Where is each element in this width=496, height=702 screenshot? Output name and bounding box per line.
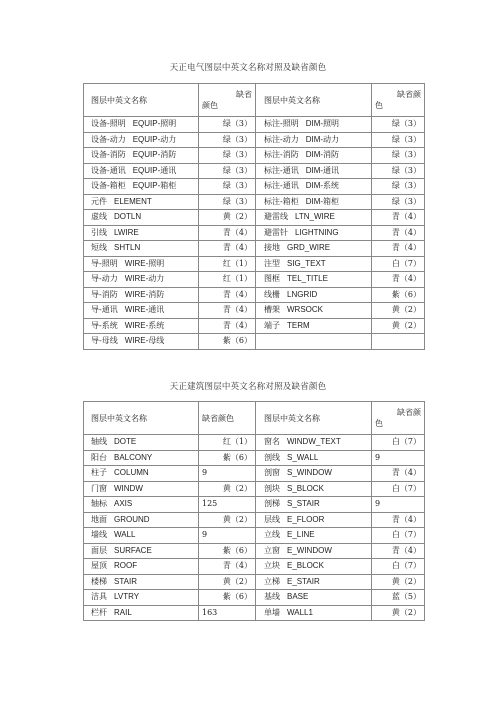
layer-name-cell-2-en: TEL_TITLE xyxy=(287,274,328,284)
layer-name-cell-2-cn: 层线 xyxy=(264,514,280,524)
layer-name-cell xyxy=(84,287,199,303)
layer-name-cell-2 xyxy=(256,241,372,257)
layer-name-cell-cn: 轴标 xyxy=(91,499,107,509)
layer-name-cell xyxy=(84,528,199,544)
layer-name-cell-2 xyxy=(256,334,372,350)
layer-name-cell xyxy=(84,481,199,497)
layer-name-cell-2 xyxy=(256,287,372,303)
layer-name-cell-2-en: E_WINDOW xyxy=(287,545,332,555)
header-layer-name-2: 图层中英文名称 xyxy=(256,402,372,435)
layer-name-cell-cn: 面层 xyxy=(91,545,107,555)
electrical-table-title: 天正电气图层中英文名称对照及缺省颜色 xyxy=(169,63,327,73)
layer-name-cell-2-cn: 剖梯 xyxy=(264,499,280,509)
layer-color-cell-2: 白（7） xyxy=(372,435,425,451)
layer-name-cell-2-cn: 剖线 xyxy=(264,452,280,462)
layer-name-cell-2-cn: 线栅 xyxy=(264,289,280,299)
layer-name-cell-cn: 设备-照明 xyxy=(91,119,126,129)
table-header-row xyxy=(84,402,425,435)
layer-name-cell xyxy=(84,210,199,226)
layer-name-cell xyxy=(84,194,199,210)
layer-name-cell-en: SHTLN xyxy=(114,243,141,253)
layer-name-cell-en: EQUIP-照明 xyxy=(132,119,177,129)
table-row xyxy=(84,287,425,303)
layer-name-cell-cn: 设备-通讯 xyxy=(91,165,126,175)
layer-name-cell-2-en: S_BLOCK xyxy=(287,483,324,493)
table-row xyxy=(84,334,425,350)
layer-name-cell-2-en: LNGRID xyxy=(287,289,318,299)
layer-name-cell-2 xyxy=(256,117,372,133)
layer-name-cell-cn: 导-通讯 xyxy=(91,305,118,315)
layer-name-cell xyxy=(84,132,199,148)
layer-name-cell-2 xyxy=(256,450,372,466)
header-default-color-2 xyxy=(372,402,425,435)
layer-color-cell: 青（4） xyxy=(199,241,256,257)
layer-name-cell-en: WALL xyxy=(114,530,136,540)
layer-color-cell: 红（1） xyxy=(199,256,256,272)
header-default-color-2 xyxy=(372,84,425,117)
layer-name-cell xyxy=(84,256,199,272)
table-row xyxy=(84,272,425,288)
layer-name-cell xyxy=(84,466,199,482)
layer-name-cell-2 xyxy=(256,210,372,226)
layer-name-cell xyxy=(84,241,199,257)
table-row xyxy=(84,559,425,575)
architecture-layer-table xyxy=(83,401,425,621)
layer-name-cell-en: LWIRE xyxy=(114,227,139,237)
header-default-color-bottom: 颜色 xyxy=(202,101,218,110)
layer-color-cell-2: 青（4） xyxy=(372,272,425,288)
layer-color-cell: 黄（2） xyxy=(199,574,256,590)
layer-name-cell-en: WIRE-动力 xyxy=(124,274,165,284)
layer-color-cell-2: 白（7） xyxy=(372,528,425,544)
table-row xyxy=(84,574,425,590)
layer-name-cell-en: DOTLN xyxy=(114,212,142,222)
layer-name-cell xyxy=(84,225,199,241)
layer-color-cell-2 xyxy=(372,334,425,350)
layer-name-cell-2 xyxy=(256,497,372,513)
table-row xyxy=(84,543,425,559)
layer-name-cell-cn: 柱子 xyxy=(91,468,107,478)
layer-name-cell-2-cn: 注型 xyxy=(264,258,280,268)
layer-name-cell-2-en: S_WINDOW xyxy=(287,468,332,478)
layer-color-cell: 紫（6） xyxy=(199,334,256,350)
layer-color-cell: 绿（3） xyxy=(199,163,256,179)
layer-color-cell: 9 xyxy=(199,528,256,544)
layer-name-cell-cn: 短线 xyxy=(91,243,107,253)
layer-color-cell-2: 绿（3） xyxy=(372,179,425,195)
layer-name-cell-en: STAIR xyxy=(114,576,137,586)
layer-name-cell xyxy=(84,117,199,133)
layer-name-cell xyxy=(84,163,199,179)
layer-name-cell-2 xyxy=(256,272,372,288)
layer-name-cell-2-en: E_STAIR xyxy=(287,576,320,586)
layer-color-cell: 紫（6） xyxy=(199,543,256,559)
layer-name-cell-2-en: BASE xyxy=(287,592,309,602)
layer-name-cell-cn: 虚线 xyxy=(91,212,107,222)
layer-color-cell-2: 黄（2） xyxy=(372,574,425,590)
layer-name-cell-cn: 导-消防 xyxy=(91,289,118,299)
layer-name-cell xyxy=(84,272,199,288)
layer-name-cell-cn: 导-动力 xyxy=(91,274,118,284)
table-row xyxy=(84,303,425,319)
layer-name-cell-2 xyxy=(256,435,372,451)
layer-name-cell-en: EQUIP-动力 xyxy=(132,134,177,144)
layer-name-cell-en: WIRE-系统 xyxy=(124,320,165,330)
layer-name-cell-en: GROUND xyxy=(114,514,150,524)
header-default-color-2-top: 缺省颜 xyxy=(397,90,421,99)
layer-name-cell-en: ELEMENT xyxy=(114,196,152,206)
table-row xyxy=(84,241,425,257)
layer-name-cell xyxy=(84,559,199,575)
table-row xyxy=(84,179,425,195)
layer-name-cell xyxy=(84,605,199,621)
layer-color-cell-2: 白（7） xyxy=(372,256,425,272)
table-row xyxy=(84,605,425,621)
layer-name-cell-cn: 设备-动力 xyxy=(91,134,126,144)
layer-name-cell-cn: 元件 xyxy=(91,196,107,206)
layer-name-cell-2 xyxy=(256,512,372,528)
layer-color-cell: 青（4） xyxy=(199,318,256,334)
layer-name-cell-2-en: DIM-系统 xyxy=(305,181,340,191)
layer-name-cell-2 xyxy=(256,194,372,210)
table-row xyxy=(84,590,425,606)
layer-name-cell-2 xyxy=(256,148,372,164)
layer-name-cell-2 xyxy=(256,543,372,559)
layer-name-cell-2 xyxy=(256,590,372,606)
layer-name-cell-2-en: TERM xyxy=(287,320,310,330)
layer-color-cell: 黄（2） xyxy=(199,210,256,226)
layer-name-cell-en: EQUIP-通讯 xyxy=(132,165,177,175)
layer-name-cell-2-en: E_FLOOR xyxy=(287,514,325,524)
layer-name-cell-2-cn: 标注-通讯 xyxy=(264,181,299,191)
layer-name-cell-2-en: E_BLOCK xyxy=(287,561,324,571)
layer-name-cell-2-cn: 避雷针 xyxy=(264,227,288,237)
layer-name-cell-en: WIRE-消防 xyxy=(124,289,165,299)
layer-color-cell-2: 青（4） xyxy=(372,225,425,241)
layer-color-cell-2: 青（4） xyxy=(372,543,425,559)
table-row xyxy=(84,481,425,497)
layer-name-cell-2-cn: 基线 xyxy=(264,592,280,602)
layer-name-cell-2-cn: 剖块 xyxy=(264,483,280,493)
layer-color-cell: 绿（3） xyxy=(199,148,256,164)
layer-name-cell-2-cn: 避雷线 xyxy=(264,212,288,222)
layer-name-cell-2-cn: 端子 xyxy=(264,320,280,330)
layer-name-cell-cn: 洁具 xyxy=(91,592,107,602)
layer-name-cell-2-cn: 槽架 xyxy=(264,305,280,315)
layer-name-cell-2 xyxy=(256,559,372,575)
layer-name-cell-cn: 设备-箱柜 xyxy=(91,181,126,191)
layer-color-cell-2: 黄（2） xyxy=(372,605,425,621)
layer-name-cell-en: LVTRY xyxy=(114,592,140,602)
layer-name-cell-2-en: DIM-照明 xyxy=(305,119,340,129)
layer-name-cell-2-en: WALL1 xyxy=(287,607,313,617)
layer-color-cell-2: 绿（3） xyxy=(372,163,425,179)
header-default-color: 缺省颜色 xyxy=(199,402,256,435)
layer-name-cell-2-cn: 标注-消防 xyxy=(264,150,299,160)
layer-name-cell-2-en: LTN_WIRE xyxy=(295,212,335,222)
layer-color-cell: 绿（3） xyxy=(199,194,256,210)
table-row xyxy=(84,163,425,179)
layer-color-cell-2: 青（4） xyxy=(372,512,425,528)
layer-name-cell-2-en: DIM-消防 xyxy=(305,150,340,160)
layer-color-cell: 黄（2） xyxy=(199,512,256,528)
layer-name-cell-2 xyxy=(256,179,372,195)
layer-color-cell: 青（4） xyxy=(199,225,256,241)
layer-name-cell-2-en: DIM-箱柜 xyxy=(305,196,340,206)
header-layer-name-2: 图层中英文名称 xyxy=(256,84,372,117)
layer-name-cell-2-cn: 剖窗 xyxy=(264,468,280,478)
table-row xyxy=(84,528,425,544)
electrical-layer-table xyxy=(83,83,425,350)
table-row xyxy=(84,194,425,210)
layer-name-cell xyxy=(84,303,199,319)
layer-name-cell-2-en: S_WALL xyxy=(287,452,319,462)
layer-name-cell-2 xyxy=(256,256,372,272)
header-default-color xyxy=(199,84,256,117)
layer-name-cell-2-en: SIG_TEXT xyxy=(287,258,326,268)
header-default-color-2-top: 缺省颜 xyxy=(397,408,421,417)
layer-name-cell-2-en: S_STAIR xyxy=(287,499,320,509)
layer-name-cell xyxy=(84,148,199,164)
layer-name-cell-2-en: WRSOCK xyxy=(287,305,323,315)
layer-name-cell-cn: 导-照明 xyxy=(91,258,118,268)
table-row xyxy=(84,318,425,334)
layer-name-cell xyxy=(84,318,199,334)
layer-name-cell-en: EQUIP-箱柜 xyxy=(132,181,177,191)
layer-name-cell-2-en: LIGHTNING xyxy=(295,227,339,237)
layer-color-cell: 红（1） xyxy=(199,435,256,451)
layer-color-cell: 绿（3） xyxy=(199,117,256,133)
layer-name-cell-en: COLUMN xyxy=(114,468,149,478)
layer-name-cell-2-en: WINDW_TEXT xyxy=(287,437,341,447)
layer-name-cell xyxy=(84,497,199,513)
table-row xyxy=(84,450,425,466)
layer-name-cell-2 xyxy=(256,481,372,497)
layer-name-cell-2 xyxy=(256,318,372,334)
layer-name-cell-2 xyxy=(256,163,372,179)
layer-color-cell-2: 绿（3） xyxy=(372,148,425,164)
layer-color-cell: 163 xyxy=(199,605,256,621)
layer-name-cell-2-cn: 标注-动力 xyxy=(264,134,299,144)
layer-name-cell xyxy=(84,435,199,451)
layer-name-cell-en: WINDW xyxy=(114,483,143,493)
table-row xyxy=(84,497,425,513)
layer-color-cell-2: 青（4） xyxy=(372,466,425,482)
layer-name-cell-2-cn: 窗名 xyxy=(264,437,280,447)
layer-name-cell-cn: 导-母线 xyxy=(91,336,118,346)
layer-color-cell: 红（1） xyxy=(199,272,256,288)
layer-name-cell-2-cn: 图框 xyxy=(264,274,280,284)
header-default-color-2-bottom: 色 xyxy=(375,419,383,428)
layer-name-cell xyxy=(84,590,199,606)
layer-name-cell-2-cn: 标注-通讯 xyxy=(264,165,299,175)
table-row xyxy=(84,256,425,272)
layer-name-cell-2 xyxy=(256,528,372,544)
layer-name-cell-cn: 墙线 xyxy=(91,530,107,540)
layer-color-cell-2: 白（7） xyxy=(372,481,425,497)
layer-name-cell-2-cn: 单墙 xyxy=(264,607,280,617)
layer-name-cell-2 xyxy=(256,303,372,319)
header-default-color-2-bottom: 色 xyxy=(375,101,383,110)
layer-color-cell-2: 蓝（5） xyxy=(372,590,425,606)
layer-name-cell xyxy=(84,543,199,559)
layer-name-cell-cn: 导-系统 xyxy=(91,320,118,330)
layer-name-cell-cn: 阳台 xyxy=(91,452,107,462)
table-row xyxy=(84,210,425,226)
layer-color-cell: 紫（6） xyxy=(199,450,256,466)
layer-color-cell-2: 白（7） xyxy=(372,559,425,575)
layer-color-cell-2: 紫（6） xyxy=(372,287,425,303)
table-row xyxy=(84,512,425,528)
layer-name-cell-2-cn: 立块 xyxy=(264,561,280,571)
layer-color-cell-2: 9 xyxy=(372,450,425,466)
layer-name-cell-cn: 楼梯 xyxy=(91,576,107,586)
layer-name-cell-en: SURFACE xyxy=(114,545,152,555)
layer-name-cell-en: WIRE-通讯 xyxy=(124,305,165,315)
layer-name-cell-cn: 屋顶 xyxy=(91,561,107,571)
layer-color-cell: 青（4） xyxy=(199,559,256,575)
layer-name-cell-2 xyxy=(256,225,372,241)
layer-name-cell-2-cn: 立梯 xyxy=(264,576,280,586)
layer-name-cell-en: WIRE-照明 xyxy=(124,258,165,268)
layer-color-cell-2: 黄（2） xyxy=(372,303,425,319)
layer-color-cell-2: 绿（3） xyxy=(372,132,425,148)
layer-name-cell-cn: 地面 xyxy=(91,514,107,524)
layer-name-cell-2 xyxy=(256,132,372,148)
layer-name-cell-en: EQUIP-消防 xyxy=(132,150,177,160)
layer-color-cell-2: 绿（3） xyxy=(372,194,425,210)
layer-color-cell: 青（4） xyxy=(199,287,256,303)
layer-name-cell-2 xyxy=(256,574,372,590)
header-default-color-top: 缺省 xyxy=(236,90,252,99)
layer-name-cell xyxy=(84,450,199,466)
header-layer-name: 图层中英文名称 xyxy=(84,84,199,117)
layer-name-cell-2-en: GRD_WIRE xyxy=(287,243,331,253)
table-header-row xyxy=(84,84,425,117)
layer-color-cell: 黄（2） xyxy=(199,481,256,497)
layer-color-cell: 青（4） xyxy=(199,303,256,319)
architecture-table-title: 天正建筑图层中英文名称对照及缺省颜色 xyxy=(169,382,327,392)
layer-name-cell-2 xyxy=(256,605,372,621)
layer-color-cell: 9 xyxy=(199,466,256,482)
layer-color-cell: 紫（6） xyxy=(199,590,256,606)
table-row xyxy=(84,117,425,133)
layer-name-cell-2-cn: 接地 xyxy=(264,243,280,253)
layer-color-cell-2: 绿（3） xyxy=(372,117,425,133)
layer-color-cell: 绿（3） xyxy=(199,132,256,148)
table-row xyxy=(84,225,425,241)
layer-name-cell-cn: 门窗 xyxy=(91,483,107,493)
layer-name-cell-2-en: DIM-通讯 xyxy=(305,165,340,175)
layer-color-cell: 125 xyxy=(199,497,256,513)
layer-name-cell-en: BALCONY xyxy=(114,452,153,462)
layer-name-cell-en: RAIL xyxy=(114,607,132,617)
layer-name-cell-cn: 设备-消防 xyxy=(91,150,126,160)
layer-name-cell-en: ROOF xyxy=(114,561,138,571)
layer-name-cell xyxy=(84,334,199,350)
layer-name-cell-2-cn: 标注-箱柜 xyxy=(264,196,299,206)
layer-name-cell-2-cn: 立窗 xyxy=(264,545,280,555)
layer-name-cell-2-en: DIM-动力 xyxy=(305,134,340,144)
layer-color-cell-2: 黄（2） xyxy=(372,318,425,334)
layer-color-cell-2: 9 xyxy=(372,497,425,513)
layer-name-cell-2-cn: 标注-照明 xyxy=(264,119,299,129)
layer-name-cell-2 xyxy=(256,466,372,482)
layer-name-cell-cn: 引线 xyxy=(91,227,107,237)
layer-name-cell-en: AXIS xyxy=(114,499,133,509)
table-row xyxy=(84,435,425,451)
table-row xyxy=(84,132,425,148)
layer-name-cell xyxy=(84,179,199,195)
layer-name-cell-2-cn: 立线 xyxy=(264,530,280,540)
layer-name-cell-en: DOTE xyxy=(114,437,137,447)
layer-color-cell: 绿（3） xyxy=(199,179,256,195)
layer-color-cell-2: 青（4） xyxy=(372,241,425,257)
layer-name-cell xyxy=(84,574,199,590)
layer-name-cell-cn: 轴线 xyxy=(91,437,107,447)
layer-color-cell-2: 青（4） xyxy=(372,210,425,226)
table-row xyxy=(84,148,425,164)
layer-name-cell xyxy=(84,512,199,528)
layer-name-cell-cn: 栏杆 xyxy=(91,607,107,617)
header-layer-name: 图层中英文名称 xyxy=(84,402,199,435)
table-row xyxy=(84,466,425,482)
layer-name-cell-2-en: E_LINE xyxy=(287,530,315,540)
layer-name-cell-en: WIRE-母线 xyxy=(124,336,165,346)
